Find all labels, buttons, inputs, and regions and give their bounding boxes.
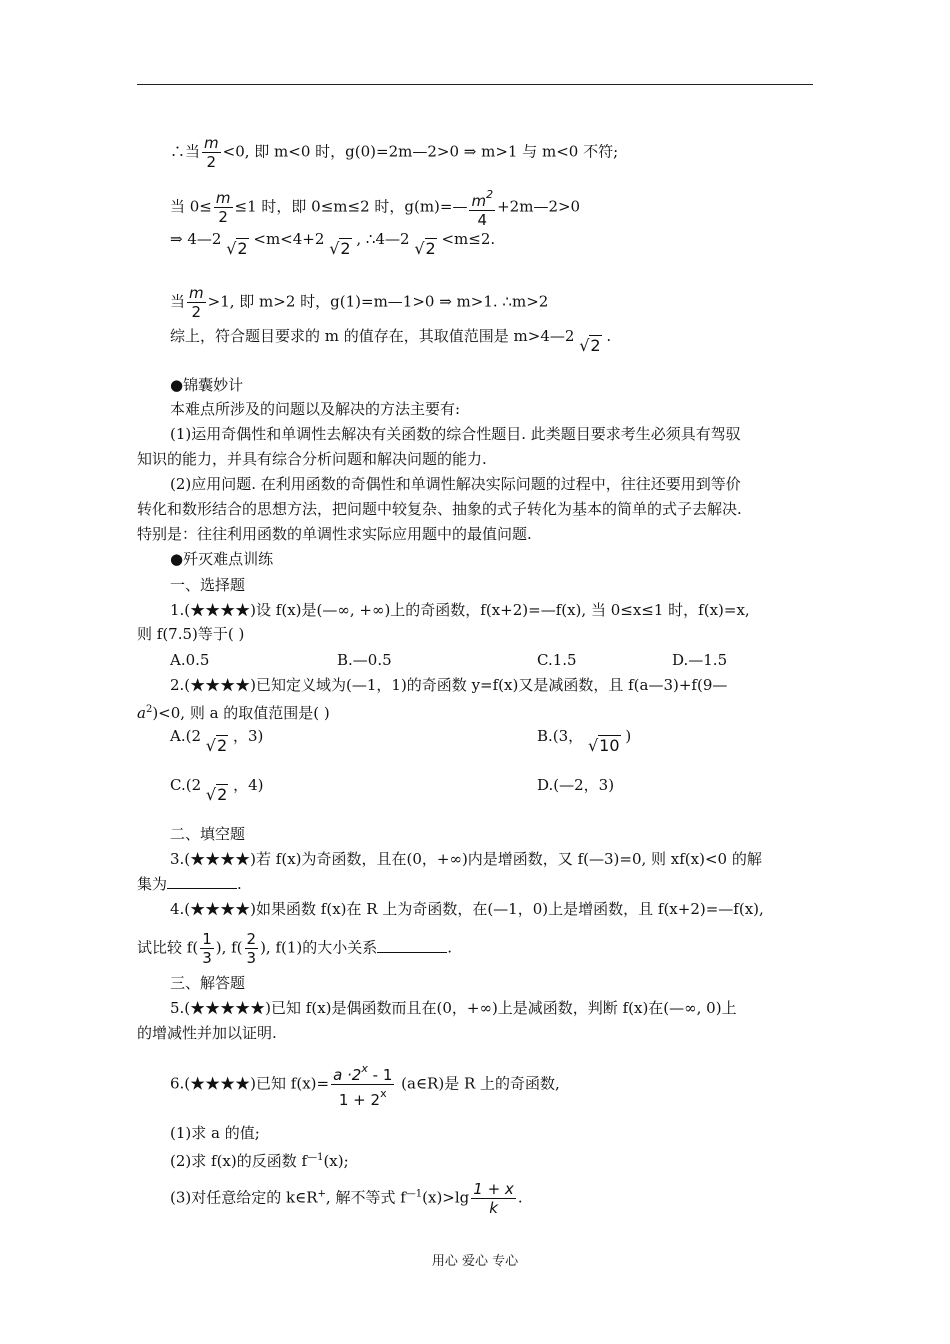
text: (a∈R)是 R 上的奇函数, xyxy=(396,1074,560,1093)
text: ⇒ 4—2 xyxy=(170,230,222,248)
text: <m<4+2 xyxy=(253,230,325,248)
text: 综上，符合题目要求的 m 的值存在，其取值范围是 m>4—2 xyxy=(170,327,575,345)
subsection-heading: 三、解答题 xyxy=(170,974,246,992)
text: B.(3， xyxy=(537,727,584,745)
radicand: 2 xyxy=(425,239,436,258)
text: . xyxy=(237,875,242,893)
fraction-function xyxy=(331,1060,394,1109)
numerator: 2 xyxy=(246,930,257,948)
text: 6.(★★★★)已知 f(x)= xyxy=(170,1074,330,1093)
exponent: x xyxy=(380,1087,387,1100)
subsection-heading: 一、选择题 xyxy=(170,576,246,594)
solution-line-4 xyxy=(170,284,548,321)
text: +2m—2>0 xyxy=(497,197,581,216)
sub-question-1: (1)求 a 的值; xyxy=(170,1124,260,1142)
numerator: m xyxy=(189,284,204,302)
sqrt: √2 xyxy=(414,239,436,258)
answer-blank[interactable] xyxy=(377,938,447,953)
question-4-cont xyxy=(137,930,452,967)
text: ) xyxy=(625,727,632,745)
text: . xyxy=(606,327,612,345)
subsection-heading: 二、填空题 xyxy=(170,825,246,843)
text: A.(2 xyxy=(170,727,201,745)
text: (3)对任意给定的 k∈R xyxy=(170,1188,318,1207)
header-rule xyxy=(137,84,813,85)
sqrt: √2 xyxy=(329,239,351,258)
text: a xyxy=(137,704,146,722)
text: (x)>lg xyxy=(422,1188,470,1207)
text: 当 xyxy=(170,292,186,311)
page-footer: 用心 爱心 专心 xyxy=(431,1254,519,1269)
radicand: 2 xyxy=(590,336,601,355)
text: . xyxy=(517,1188,523,1207)
fraction-1-3 xyxy=(200,930,214,967)
paragraph: 本难点所涉及的问题以及解决的方法主要有: xyxy=(170,400,461,418)
text: ，3) xyxy=(232,727,264,745)
radicand: 2 xyxy=(216,736,228,755)
numerator-tail: - 1 xyxy=(367,1066,393,1084)
text: ，4) xyxy=(233,776,264,794)
sqrt: √2 xyxy=(205,736,228,755)
question-1-cont: 则 f(7.5)等于( ) xyxy=(137,625,245,643)
solution-line-3 xyxy=(170,229,496,258)
question-5: 5.(★★★★★)已知 f(x)是偶函数而且在(0，+∞)上是减函数，判断 f(x)在(—∞, 0)上 xyxy=(170,999,737,1017)
fraction-1plusx-over-k xyxy=(471,1180,516,1217)
text: ≤1 时，即 0≤m≤2 时，g(m)=— xyxy=(234,197,468,216)
numerator: a ·2 xyxy=(333,1066,362,1084)
question-2: 2.(★★★★)已知定义域为(—1，1)的奇函数 y=f(x)又是减函数，且 f(a—3)+f(9— xyxy=(170,676,728,694)
numerator: 1 xyxy=(202,930,212,948)
sub-question-3 xyxy=(170,1180,523,1217)
text: ), f( xyxy=(215,938,243,957)
text: <m≤2. xyxy=(441,230,496,248)
question-2-cont xyxy=(137,700,330,723)
numerator: m xyxy=(215,189,231,207)
text: C.(2 xyxy=(170,776,202,794)
radicand: 2 xyxy=(340,239,351,258)
text: )<0, 则 a 的取值范围是( ) xyxy=(152,704,330,722)
fraction-m-over-2 xyxy=(187,284,206,321)
fraction-m-over-2 xyxy=(214,189,233,226)
question-3: 3.(★★★★)若 f(x)为奇函数，且在(0，+∞)内是增函数，又 f(—3)=0, 则 xf(x)<0 的解 xyxy=(170,850,762,868)
radicand: 10 xyxy=(599,736,620,755)
text: , ∴4—2 xyxy=(356,230,410,248)
option-a xyxy=(170,726,264,755)
text: <0, 即 m<0 时，g(0)=2m—2>0 ⇒ m>1 与 m<0 不符; xyxy=(222,142,619,161)
option-d: D.(—2，3) xyxy=(537,776,615,794)
question-6 xyxy=(170,1060,560,1109)
text: , 解不等式 f xyxy=(325,1188,406,1207)
paragraph: 特别是：往往利用函数的单调性求实际应用题中的最值问题. xyxy=(137,525,532,543)
exponent: 2 xyxy=(145,704,153,715)
paragraph: (1)运用奇偶性和单调性去解决有关函数的综合性题目. 此类题目要求考生必须具有驾驭 xyxy=(170,425,741,443)
fraction-2-3 xyxy=(245,930,259,967)
denominator: 1 + 2 xyxy=(338,1091,381,1109)
section-heading-exercises: ●歼灭难点训练 xyxy=(170,550,274,568)
text: ), f(1)的大小关系 xyxy=(260,938,378,957)
text: 试比较 f( xyxy=(137,938,199,957)
denominator: 3 xyxy=(202,949,212,967)
exponent: + xyxy=(317,1188,326,1200)
text: 集为 xyxy=(137,875,168,893)
paragraph: 转化和数形结合的思想方法，把问题中较复杂、抽象的式子转化为基本的简单的式子去解决. xyxy=(137,500,742,518)
denominator: 2 xyxy=(206,153,217,171)
question-5-cont: 的增减性并加以证明. xyxy=(137,1024,277,1042)
exponent: —1 xyxy=(405,1188,423,1200)
section-heading-tips: ●锦囊妙计 xyxy=(170,376,244,394)
sqrt: √2 xyxy=(226,239,248,258)
denominator: 4 xyxy=(477,211,488,229)
exponent: x xyxy=(361,1062,368,1075)
numerator: m xyxy=(204,134,219,152)
solution-conclusion xyxy=(170,326,612,355)
denominator: 2 xyxy=(218,208,228,226)
numerator: 1 + x xyxy=(473,1180,514,1198)
exponent: —1 xyxy=(307,1152,324,1163)
fraction-m-over-2 xyxy=(202,134,221,171)
question-1: 1.(★★★★)设 f(x)是(—∞, +∞)上的奇函数，f(x+2)=—f(x), 当 0≤x≤1 时，f(x)=x, xyxy=(170,601,750,619)
denominator: k xyxy=(489,1199,498,1217)
option-c: C.1.5 xyxy=(537,651,577,669)
option-a: A.0.5 xyxy=(170,651,210,669)
denominator: 3 xyxy=(246,949,257,967)
answer-blank[interactable] xyxy=(167,874,237,889)
text: (2)求 f(x)的反函数 f xyxy=(170,1152,308,1170)
question-4: 4.(★★★★)如果函数 f(x)在 R 上为奇函数，在(—1，0)上是增函数，且 f(x+2)=—f(x), xyxy=(170,900,764,918)
numerator: m xyxy=(471,192,487,210)
text: ∴当 xyxy=(170,142,201,161)
text: (x); xyxy=(323,1152,349,1170)
radicand: 2 xyxy=(217,785,228,804)
option-d: D.—1.5 xyxy=(672,651,728,669)
sub-question-2 xyxy=(170,1148,349,1171)
solution-line-1 xyxy=(170,134,618,171)
option-b: B.—0.5 xyxy=(337,651,392,669)
solution-line-2 xyxy=(170,186,580,229)
paragraph: 知识的能力，并具有综合分析问题和解决问题的能力. xyxy=(137,450,487,468)
question-3-cont xyxy=(137,874,242,894)
paragraph: (2)应用问题. 在利用函数的奇偶性和单调性解决实际问题的过程中，往往还要用到等价 xyxy=(170,475,741,493)
text: >1, 即 m>2 时，g(1)=m—1>0 ⇒ m>1. ∴m>2 xyxy=(207,292,549,311)
text: . xyxy=(447,938,453,957)
denominator: 2 xyxy=(191,303,202,321)
exponent: 2 xyxy=(486,188,494,201)
sqrt: √10 xyxy=(587,736,620,755)
option-b xyxy=(537,726,632,755)
option-c xyxy=(170,775,264,804)
fraction-m2-over-4 xyxy=(469,186,495,229)
radicand: 2 xyxy=(237,239,248,258)
text: 当 0≤ xyxy=(170,197,212,216)
sqrt: √2 xyxy=(579,336,601,355)
sqrt: √2 xyxy=(205,785,228,804)
